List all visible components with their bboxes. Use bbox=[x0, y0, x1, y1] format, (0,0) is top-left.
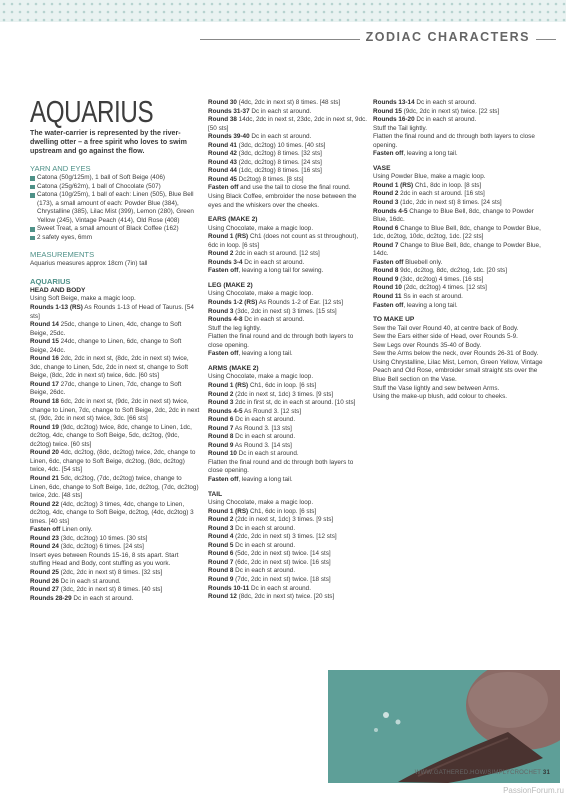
round-text: Using Soft Beige, make a magic loop. bbox=[30, 295, 136, 303]
instruction-line bbox=[30, 449, 200, 475]
round-text: Dc in each st around. bbox=[249, 107, 312, 115]
instruction-line bbox=[30, 578, 200, 587]
section-title: ZODIAC CHARACTERS bbox=[360, 30, 536, 44]
column-3 bbox=[373, 99, 545, 402]
round-label: Fasten off bbox=[208, 475, 239, 483]
round-text: Ch1, 8dc in loop. [8 sts] bbox=[413, 181, 482, 189]
round-text: (3dc, dc2tog) 10 times. [40 sts] bbox=[236, 141, 326, 149]
round-text: Dc in each st around. bbox=[71, 594, 134, 602]
instruction-line bbox=[208, 391, 368, 400]
instruction-line bbox=[208, 450, 368, 459]
round-label: Rounds 16-20 bbox=[373, 116, 415, 124]
round-label: Round 10 bbox=[208, 450, 237, 458]
instruction-line bbox=[208, 142, 368, 151]
instruction-line bbox=[208, 159, 368, 168]
round-text: 2dc in first st, dc in each st around. [10 sts] bbox=[233, 399, 356, 407]
instruction-line bbox=[373, 108, 545, 117]
round-text: (2dc, dc2tog) 4 times. [12 sts] bbox=[401, 284, 487, 292]
round-label: Rounds 10-11 bbox=[208, 584, 250, 592]
round-label: Round 9 bbox=[208, 441, 234, 449]
makeup-step: Sew Legs over Rounds 35-40 of Body. bbox=[373, 341, 482, 349]
instruction-line bbox=[373, 225, 545, 242]
makeup-step: Sew the Arms below the neck, over Rounds 26-31 of Body. bbox=[373, 350, 539, 358]
instruction-line bbox=[373, 125, 545, 134]
round-label: Round 1 (RS) bbox=[208, 507, 249, 515]
instruction-line bbox=[30, 398, 200, 424]
round-text: (3dc, dc2tog) 8 times. [32 sts] bbox=[236, 150, 322, 158]
round-label: Fasten off bbox=[208, 267, 239, 275]
round-text: Dc in each st around. bbox=[233, 416, 296, 424]
round-label: Round 1 (RS) bbox=[208, 381, 249, 389]
round-text: Dc in each st around. bbox=[233, 433, 296, 441]
instruction-line bbox=[208, 233, 368, 250]
round-label: Rounds 13-14 bbox=[373, 99, 415, 106]
instruction-line bbox=[208, 433, 368, 442]
round-label: Round 3 bbox=[208, 307, 234, 315]
makeup-step: Sew the Tail over Round 40, at centre back of Body. bbox=[373, 324, 519, 332]
column-2 bbox=[208, 99, 368, 602]
instruction-line bbox=[208, 499, 368, 508]
round-label: Round 38 bbox=[208, 116, 237, 124]
round-text: Change to Blue Bell, 8dc, change to Powder Blue, 1dc, dc2tog, 10dc, dc2tog, 1dc. [22 sts] bbox=[373, 224, 541, 241]
round-text: Using Powder Blue, make a magic loop. bbox=[373, 173, 486, 181]
instruction-line bbox=[208, 150, 368, 159]
round-label: Fasten off bbox=[208, 350, 239, 358]
round-label: Round 2 bbox=[373, 190, 399, 198]
instruction-line bbox=[208, 267, 368, 276]
instruction-line bbox=[373, 208, 545, 225]
instruction-line bbox=[208, 576, 368, 585]
instruction-line bbox=[208, 299, 368, 308]
head-body-heading: HEAD AND BODY bbox=[30, 286, 86, 294]
instruction-line bbox=[208, 425, 368, 434]
round-text: Using Black Coffee, embroider the nose between the eyes and the whiskers over the cheeks. bbox=[208, 193, 357, 209]
instruction-line bbox=[208, 250, 368, 259]
instruction-line bbox=[208, 167, 368, 176]
round-text: (4dc, dc2tog) 3 times, 4dc, change to Linen, dc2tog, 4dc, change to Soft Beige, dc2tog, (4dc, dc2tog) 3 times. [40 sts] bbox=[30, 500, 194, 525]
round-label: Round 3 bbox=[208, 399, 234, 407]
instruction-line bbox=[373, 190, 545, 199]
yarn-heading: YARN AND EYES bbox=[30, 164, 91, 173]
instruction-line bbox=[208, 333, 368, 350]
round-label: Round 41 bbox=[208, 141, 237, 149]
pattern-title: AQUARIUS bbox=[30, 94, 154, 129]
instruction-line bbox=[208, 459, 368, 476]
round-text: Dc in each st around. bbox=[414, 99, 477, 106]
round-label: Round 42 bbox=[208, 150, 237, 158]
round-text: , leaving a long tail. bbox=[403, 150, 458, 158]
instruction-line bbox=[208, 308, 368, 317]
instruction-line bbox=[208, 176, 368, 185]
instruction-line bbox=[30, 295, 200, 304]
instruction-line bbox=[30, 586, 200, 595]
instruction-line bbox=[373, 284, 545, 293]
round-label: Round 8 bbox=[373, 267, 399, 275]
instruction-line bbox=[30, 304, 200, 321]
round-text: (3dc, dc2tog) 6 times. [24 sts] bbox=[58, 543, 144, 551]
round-text: (3dc, dc2tog) 4 times. [16 sts] bbox=[398, 275, 484, 283]
round-text: Flatten the final round and dc through both layers to close opening. bbox=[208, 458, 354, 475]
instruction-line bbox=[208, 550, 368, 559]
instruction-line bbox=[373, 276, 545, 285]
round-text: 27dc, change to Linen, 7dc, change to Soft Beige, 26dc. bbox=[30, 380, 182, 397]
round-label: Round 1 (RS) bbox=[208, 233, 249, 241]
round-label: Round 10 bbox=[373, 284, 402, 292]
round-label: Round 14 bbox=[30, 321, 59, 329]
instruction-line bbox=[30, 355, 200, 381]
instruction-line bbox=[208, 259, 368, 268]
instruction-line bbox=[373, 199, 545, 208]
round-text: (2dc in next st, 1dc) 3 times. [9 sts] bbox=[233, 516, 334, 524]
round-text: As Round 3. [14 sts] bbox=[233, 441, 292, 449]
round-label: Round 16 bbox=[30, 355, 59, 363]
instruction-line bbox=[208, 442, 368, 451]
round-text: , leaving a long tail. bbox=[238, 475, 293, 483]
round-text: As Rounds 1-13 of Head of Taurus. [54 sts] bbox=[30, 304, 194, 320]
round-label: Round 19 bbox=[30, 423, 59, 431]
round-text: 2dc in each st around. [16 sts] bbox=[398, 190, 485, 198]
round-label: Round 21 bbox=[30, 474, 59, 482]
instruction-line bbox=[373, 116, 545, 125]
vase-instructions bbox=[373, 173, 545, 310]
makeup-step: Stuff the Vase lightly and sew between Arms. bbox=[373, 384, 500, 392]
yarn-item: Sweet Treat, a small amount of Black Coffee (162) bbox=[30, 225, 200, 234]
instruction-line bbox=[208, 525, 368, 534]
round-text: Dc in each st around. bbox=[414, 116, 477, 124]
instruction-line bbox=[30, 381, 200, 398]
round-text: (3dc, 2dc in next st) 8 times. [40 sts] bbox=[58, 586, 163, 594]
round-text: and use the tail to close the final round. bbox=[238, 184, 351, 192]
yarn-item: Catona (10g/25m), 1 ball of each: Linen (505), Blue Bell (173), a small amount of each: Powder Blue (384), Chrystalline (385), Lilac Mist (399), Lemon (280), Green Yellow (245), Vintage Peach (414), Old Rose (408) bbox=[30, 191, 200, 225]
round-text: Dc in each st around. bbox=[249, 584, 311, 592]
arms-heading: ARMS (MAKE 2) bbox=[208, 364, 259, 372]
instruction-line bbox=[30, 338, 200, 355]
round-text: (3dc, dc2tog) 10 times. [30 sts] bbox=[58, 534, 148, 542]
makeup-step: Using the make-up blush, add colour to cheeks. bbox=[373, 393, 507, 401]
instruction-line bbox=[30, 569, 200, 578]
round-label: Round 22 bbox=[30, 500, 59, 508]
tail-heading: TAIL bbox=[208, 490, 223, 498]
round-text: (9dc, 2dc in next st) twice. [22 sts] bbox=[401, 107, 500, 115]
round-label: Rounds 1-2 (RS) bbox=[208, 299, 258, 307]
round-label: Round 44 bbox=[208, 167, 237, 175]
instruction-line bbox=[30, 424, 200, 450]
instruction-line bbox=[30, 475, 200, 501]
round-label: Round 4 bbox=[208, 533, 234, 541]
round-label: Rounds 3-4 bbox=[208, 258, 243, 266]
instruction-line bbox=[30, 595, 200, 604]
makeup-step: Sew the Ears either side of Head, over Rounds 5-9. bbox=[373, 333, 518, 341]
round-text: Using Chocolate, make a magic loop. bbox=[208, 499, 314, 507]
instruction-line bbox=[208, 399, 368, 408]
round-text: (3dc, 2dc in next st) 3 times. [15 sts] bbox=[233, 307, 337, 315]
round-text: Dc in each st around. bbox=[233, 541, 296, 549]
round-text: Stuff the leg lightly. bbox=[208, 324, 262, 332]
round-text: 5dc, dc2tog, (7dc, dc2tog) twice, change to Linen, 6dc, change to Soft Beige, 1dc, dc2tog, (7dc, dc2tog) twice, 2dc. [48 sts] bbox=[30, 474, 199, 500]
round-text: (2dc, 2dc in next st) 8 times. [32 sts] bbox=[58, 568, 163, 576]
round-label: Round 25 bbox=[30, 568, 59, 576]
round-label: Rounds 4-8 bbox=[208, 316, 243, 324]
round-text: Insert eyes between Rounds 15-16, 8 sts apart. Start stuffing Head and Body, cont stuffing as you work. bbox=[30, 551, 179, 568]
round-text: Bluebell only. bbox=[403, 258, 443, 266]
instruction-line bbox=[208, 193, 368, 210]
instruction-line bbox=[373, 182, 545, 191]
round-text: (2dc, 2dc in next st) 3 times. [12 sts] bbox=[233, 533, 337, 541]
tail-continued-instructions bbox=[373, 99, 545, 159]
round-label: Round 7 bbox=[208, 558, 234, 566]
round-text: 2dc in each st around. [12 sts] bbox=[233, 250, 320, 258]
instruction-line bbox=[208, 408, 368, 417]
round-text: As Round 3. [12 sts] bbox=[242, 407, 302, 415]
instruction-line bbox=[208, 316, 368, 325]
round-label: Fasten off bbox=[373, 258, 404, 266]
round-text: Using Chocolate, make a magic loop. bbox=[208, 290, 314, 298]
round-text: Dc in each st around. bbox=[242, 316, 305, 324]
makeup-heading: TO MAKE UP bbox=[373, 316, 415, 324]
makeup-instructions bbox=[373, 325, 545, 402]
vase-heading: VASE bbox=[373, 164, 391, 172]
intro-text: The water-carrier is represented by the river-dwelling otter – a free spirit who loves to swim upstream and go against the flow. bbox=[30, 129, 187, 155]
round-text: Dc in each st around. bbox=[249, 133, 312, 141]
instruction-line bbox=[30, 543, 200, 552]
instruction-line bbox=[208, 133, 368, 142]
round-text: Dc in each st around. bbox=[242, 258, 305, 266]
instruction-line bbox=[373, 173, 545, 182]
makeup-step: Using Chrystalline, Lilac Mist, Lemon, Green Yellow, Vintage Peach and Old Rose, embroider small straight sts over the Blue Bell section on the Vase. bbox=[373, 358, 543, 383]
yarn-item: Catona (50g/125m), 1 ball of Soft Beige (406) bbox=[30, 174, 200, 183]
measurements-heading: MEASUREMENTS bbox=[30, 250, 95, 260]
round-text: 2dc, 2dc in next st, (8dc, 2dc in next st) twice, 3dc, change to Linen, 5dc, 2dc in next st, change to Soft Beige, (8dc, 2dc in next st) twice, 6dc. [60 sts] bbox=[30, 355, 189, 380]
head-body-instructions bbox=[30, 295, 200, 603]
round-text: (1dc, dc2tog) 8 times. [16 sts] bbox=[236, 167, 322, 175]
round-label: Round 2 bbox=[208, 516, 234, 524]
round-text: , leaving a long tail. bbox=[238, 350, 293, 358]
round-label: Round 23 bbox=[30, 534, 59, 542]
instruction-line bbox=[208, 476, 368, 485]
instruction-line bbox=[30, 526, 200, 535]
round-text: Flatten the final round and dc through both layers to close opening. bbox=[208, 333, 354, 349]
tail-instructions bbox=[208, 499, 368, 602]
arms-instructions bbox=[208, 373, 368, 484]
aquarius-subheading: AQUARIUS bbox=[30, 276, 71, 286]
instruction-line bbox=[373, 267, 545, 276]
round-label: Round 9 bbox=[373, 275, 399, 283]
round-label: Round 8 bbox=[208, 433, 234, 441]
round-label: Rounds 28-29 bbox=[30, 594, 72, 602]
round-text: (4dc, 2dc in next st) 8 times. [48 sts] bbox=[236, 99, 341, 106]
round-label: Round 2 bbox=[208, 250, 234, 258]
round-label: Round 17 bbox=[30, 380, 59, 388]
round-label: Round 26 bbox=[30, 577, 59, 585]
instruction-line bbox=[30, 552, 200, 569]
round-text: (8dc, 2dc in next st) twice. [20 sts] bbox=[236, 593, 335, 601]
measurements-text: Aquarius measures approx 18cm (7in) tall bbox=[30, 260, 148, 268]
round-text: Change to Blue Bell, 8dc, change to Powder Blue, 14dc. bbox=[373, 241, 541, 258]
instruction-line bbox=[208, 585, 368, 594]
round-text: (9dc, dc2tog) twice, 8dc, change to Linen, 1dc, dc2tog, 4dc, change to Soft Beige, 5dc, dc2tog, (9dc, dc2tog) twice. [60 sts] bbox=[30, 423, 192, 448]
round-label: Round 8 bbox=[208, 567, 234, 575]
instruction-line bbox=[208, 593, 368, 602]
round-text: Dc in each st around. bbox=[236, 450, 299, 458]
instruction-line bbox=[208, 225, 368, 234]
instruction-line bbox=[373, 302, 545, 311]
round-label: Round 11 bbox=[373, 293, 402, 301]
instruction-line bbox=[373, 99, 545, 108]
ears-heading: EARS (MAKE 2) bbox=[208, 216, 258, 224]
round-text: 25dc, change to Linen, 4dc, change to Soft Beige, 25dc. bbox=[30, 321, 182, 337]
yarn-list bbox=[30, 174, 200, 242]
leg-heading: LEG (MAKE 2) bbox=[208, 281, 253, 289]
instruction-line bbox=[373, 259, 545, 268]
round-label: Fasten off bbox=[373, 150, 404, 158]
round-text: Using Chocolate, make a magic loop. bbox=[208, 373, 314, 381]
round-label: Round 6 bbox=[208, 550, 234, 558]
instruction-line bbox=[208, 567, 368, 576]
round-text: Ch1, 6dc in loop. [6 sts] bbox=[248, 381, 317, 389]
instruction-line bbox=[208, 373, 368, 382]
instruction-line bbox=[208, 533, 368, 542]
round-text: Ss in each st around. bbox=[401, 293, 463, 301]
instruction-line bbox=[208, 290, 368, 299]
instruction-line bbox=[208, 116, 368, 133]
watermark: PassionForum.ru bbox=[503, 786, 564, 795]
yarn-item: Catona (25g/62m), 1 ball of Chocolate (507) bbox=[30, 183, 200, 192]
round-label: Round 2 bbox=[208, 390, 234, 398]
round-text: Change to Blue Bell, 8dc, change to Powder Blue, 16dc. bbox=[373, 207, 534, 224]
instruction-line bbox=[208, 516, 368, 525]
body-continued-instructions bbox=[208, 99, 368, 210]
instruction-line bbox=[208, 325, 368, 334]
round-text: Ch1, 6dc in loop. [6 sts] bbox=[248, 507, 317, 515]
instruction-line bbox=[373, 293, 545, 302]
round-text: (2dc in next st, 1dc) 3 times. [9 sts] bbox=[233, 390, 334, 398]
instruction-line bbox=[208, 542, 368, 551]
round-label: Round 12 bbox=[208, 593, 237, 601]
leg-instructions bbox=[208, 290, 368, 358]
round-text: Flatten the final round and dc through both layers to close opening. bbox=[373, 133, 535, 149]
instruction-line bbox=[208, 508, 368, 517]
round-label: Fasten off bbox=[208, 184, 239, 192]
round-text: , leaving a long tail. bbox=[403, 301, 458, 309]
round-label: Round 18 bbox=[30, 398, 59, 406]
instruction-line bbox=[30, 321, 200, 338]
round-text: Dc in each st around. bbox=[233, 524, 296, 532]
round-text: Using Chocolate, make a magic loop. bbox=[208, 224, 314, 232]
instruction-line bbox=[208, 559, 368, 568]
instruction-line bbox=[208, 416, 368, 425]
round-text: (5dc, 2dc in next st) twice. [14 sts] bbox=[233, 550, 331, 558]
page-footer bbox=[415, 770, 550, 776]
instruction-line bbox=[208, 108, 368, 117]
round-text: 14dc, 2dc in next st, 23dc, 2dc in next st, 9dc. [50 sts] bbox=[208, 116, 368, 132]
instruction-line bbox=[373, 242, 545, 259]
round-text: Dc in each st around. bbox=[58, 577, 121, 585]
round-text: Dc2tog) 8 times. [8 sts] bbox=[236, 175, 304, 183]
round-label: Rounds 31-37 bbox=[208, 107, 250, 115]
instruction-line bbox=[208, 99, 368, 108]
round-label: Rounds 1-13 (RS) bbox=[30, 304, 83, 312]
page-number: 31 bbox=[542, 770, 550, 776]
round-label: Fasten off bbox=[373, 301, 404, 309]
instruction-line bbox=[208, 184, 368, 193]
top-pattern-band bbox=[0, 0, 566, 22]
round-label: Fasten off bbox=[30, 526, 61, 534]
round-label: Round 24 bbox=[30, 543, 59, 551]
yarn-item: 2 safety eyes, 6mm bbox=[30, 234, 200, 243]
round-label: Rounds 39-40 bbox=[208, 133, 250, 141]
instruction-line bbox=[373, 150, 545, 159]
round-label: Round 3 bbox=[208, 524, 234, 532]
otter-photo bbox=[328, 670, 560, 783]
round-label: Round 1 (RS) bbox=[373, 181, 414, 189]
instruction-line bbox=[30, 501, 200, 527]
round-label: Round 27 bbox=[30, 586, 59, 594]
round-label: Round 6 bbox=[208, 416, 234, 424]
round-text: Linen only. bbox=[60, 526, 93, 534]
round-text: (1dc, 2dc in next st) 8 times. [24 sts] bbox=[398, 199, 502, 207]
round-text: 24dc, change to Linen, 6dc, change to Soft Beige, 24dc. bbox=[30, 338, 182, 354]
round-text: 4dc, dc2tog, (8dc, dc2tog) twice, 2dc, change to Linen, 6dc, change to Soft Beige, dc2tog, (8dc, dc2tog) twice, 4dc. [54 sts] bbox=[30, 449, 196, 474]
round-label: Round 30 bbox=[208, 99, 237, 106]
round-text: Dc in each st around. bbox=[233, 567, 296, 575]
round-text: (7dc, 2dc in next st) twice. [18 sts] bbox=[233, 575, 331, 583]
instruction-line bbox=[30, 535, 200, 544]
round-label: Round 45 bbox=[208, 175, 237, 183]
round-label: Round 15 bbox=[373, 107, 402, 115]
instruction-line bbox=[208, 350, 368, 359]
round-text: (6dc, 2dc in next st) twice. [16 sts] bbox=[233, 558, 331, 566]
round-label: Round 3 bbox=[373, 199, 399, 207]
round-text: Ch1 (does not count as st throughout), 6dc in loop. [6 sts] bbox=[208, 233, 359, 249]
round-label: Round 7 bbox=[373, 241, 399, 249]
instruction-line bbox=[373, 133, 545, 150]
round-label: Round 5 bbox=[208, 541, 234, 549]
round-label: Rounds 4-5 bbox=[373, 207, 408, 215]
ears-instructions bbox=[208, 225, 368, 276]
round-text: , leaving a long tail for sewing. bbox=[238, 267, 324, 275]
round-label: Round 43 bbox=[208, 158, 237, 166]
round-label: Round 15 bbox=[30, 338, 59, 346]
column-1 bbox=[30, 95, 200, 603]
round-text: 6dc, 2dc in next st, (9dc, 2dc in next st) twice, change to Linen, 7dc, change to Soft Beige, 2dc, 2dc in next st, (9dc, 2dc in next st) twice, 3dc. [66 sts] bbox=[30, 398, 200, 423]
round-text: As Rounds 1-2 of Ear. [12 sts] bbox=[257, 299, 344, 307]
section-header bbox=[200, 28, 556, 50]
round-text: (2dc, dc2tog) 8 times. [24 sts] bbox=[236, 158, 322, 166]
round-label: Round 20 bbox=[30, 449, 59, 457]
instruction-line bbox=[208, 382, 368, 391]
footer-url: WWW.GATHERED.HOW/SIMPLYCROCHET bbox=[414, 770, 542, 776]
round-text: 9dc, dc2tog, 8dc, dc2tog, 1dc. [20 sts] bbox=[398, 267, 507, 275]
round-label: Rounds 4-5 bbox=[208, 407, 243, 415]
round-text: Stuff the Tail lightly. bbox=[373, 124, 427, 132]
round-label: Round 7 bbox=[208, 424, 234, 432]
round-label: Round 6 bbox=[373, 224, 399, 232]
round-text: As Round 3. [13 sts] bbox=[233, 424, 292, 432]
round-label: Round 9 bbox=[208, 575, 234, 583]
